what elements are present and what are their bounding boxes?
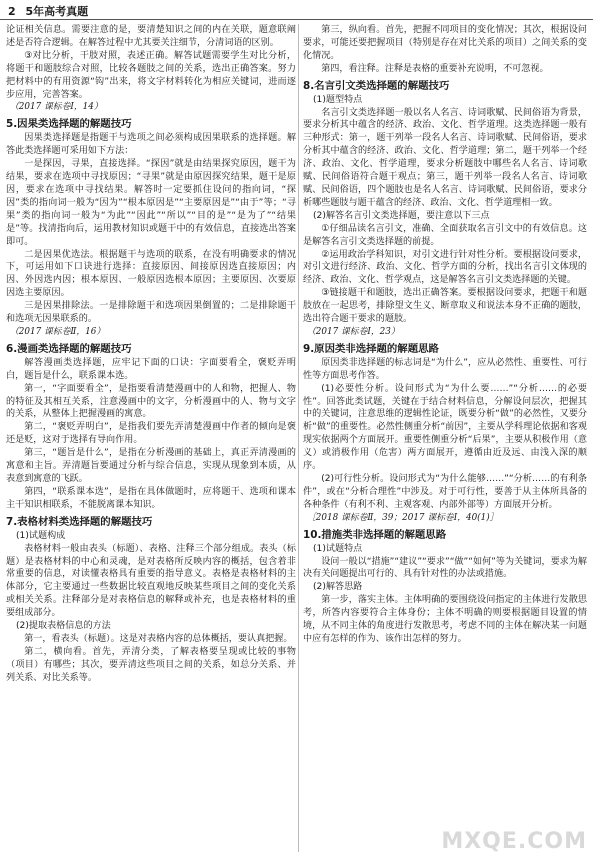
section-heading: 5.因果类选择题的解题技巧 bbox=[6, 118, 132, 131]
section-heading: 9.原因类非选择题的解题思路 bbox=[303, 342, 439, 355]
subheading: (2)提取表格信息的方法 bbox=[16, 621, 111, 632]
paragraph: 解答漫画类选择题，应牢记下面的口诀：字面要看全，褒贬弄明白，题旨是什么，联系课本选。 bbox=[6, 357, 296, 381]
paragraph: 第四，“联系课本选”，是指在具体做题时，应将题干、选项和课本主干知识相联系，不能脱离课本知识。 bbox=[6, 486, 296, 510]
watermark: MXQE.COM bbox=[441, 829, 587, 854]
paragraph: 表格材料一般由表头（标题）、表格、注释三个部分组成。表头（标题）是表格材料的中心和灵魂，是对表格所反映内容的概括，包含着非常重要的信息，对读懂表格具有重要的指导意义。表格是表格材料的主体部分，它主要通过一些数据比较直观地反映某些项目之间的变化关系或相关关系。注释部分是对表格信息的解释或补充，也是表格材料的重要组成部分。 bbox=[6, 543, 296, 619]
paragraph: 第二，“褒贬弄明白”，是指我们要先弄清楚漫画中作者的倾向是褒还是贬，这对于选择有导向作用。 bbox=[6, 422, 296, 446]
paragraph: 第四，看注释。注释是表格的重要补充说明，不可忽视。 bbox=[321, 63, 549, 74]
paragraph: 原因类非选择题的标志词是“为什么”，应从必然性、重要性、可行性等方面思考作答。 bbox=[303, 357, 587, 381]
paragraph: (1)必要性分析。设问形式为“为什么要……”“分析……的必要性”。回答此类试题，关键在于结合材料信息，分解设问层次，把握其中的关键词，注意思维的逻辑性论证，既要分析“做”的必然性，又要分析“做”的重要性。必然性侧重分析“前因”，主要从学科理论依据和客观现实依据两个方面展开。重要性侧重分析“后果”，主要从积极作用（意义）或消极作用（危害）两方面展开，遵循由近及远、由浅入深的顺序。 bbox=[303, 383, 587, 472]
section-heading: 6.漫画类选择题的解题技巧 bbox=[6, 342, 132, 355]
header-rule bbox=[0, 19, 593, 20]
book-title: 5年高考真题 bbox=[25, 5, 89, 18]
left-column bbox=[6, 24, 296, 854]
paragraph: 二是因果优选法。根据题干与选项的联系，在没有明确要求的情况下，可运用如下口诀进行选择：直接原因、间接原因选直接原因；内因、外因选内因；根本原因、一般原因选根本原因；主要原因、次要原因选主要原因。 bbox=[6, 249, 296, 299]
source-citation: （2017 课标卷Ⅰ，23） bbox=[307, 326, 400, 337]
section-heading: 10.措施类非选择题的解题思路 bbox=[303, 528, 447, 541]
paragraph: (2)可行性分析。设问形式为“为什么能够……”“分析……的有利条件”，或在“分析合理性”中涉及。对于可行性，要善于从主体所具备的各种条件（有利不利、主观客观、内部外部等）方面展开分析。 bbox=[303, 474, 587, 510]
source-citation: ［2018 课标卷Ⅱ，39；2017 课标卷Ⅰ，40(1)］ bbox=[307, 512, 499, 523]
paragraph: 设问一般以“措施”“建议”“要求”“做”“如何”等为关键词，要求为解决有关问题提出可行的、具有针对性的办法或措施。 bbox=[303, 556, 587, 580]
page-header bbox=[8, 3, 88, 19]
source-citation: （2017 课标卷Ⅱ，16） bbox=[10, 326, 106, 337]
section-heading: 7.表格材料类选择题的解题技巧 bbox=[6, 515, 153, 528]
paragraph: ③链接题干和题肢，选出正确答案。要根据设问要求，把题干和题肢放在一起思考，排除望文生义、断章取义和说法本身不正确的题肢，选出符合题干要求的题肢。 bbox=[303, 288, 587, 325]
subheading: (2)解答名言引文类选择题，要注意以下三点 bbox=[313, 210, 490, 221]
paragraph: 因果类选择题是指题干与选项之间必须构成因果联系的选择题。解答此类选择题可采用如下方法： bbox=[6, 133, 296, 157]
paragraph: 论证相关信息。需要注意的是，要清楚知识之间的内在关联，题意联阐述是否符合逻辑。在解答过程中尤其要关注细节，分清词语的区别。 bbox=[6, 25, 296, 48]
column-divider bbox=[298, 24, 299, 852]
right-column bbox=[303, 24, 587, 854]
subheading: (2)解答思路 bbox=[313, 582, 363, 593]
paragraph: 第一，看表头（标题）。这是对表格内容的总体概括，要认真把握。 bbox=[24, 633, 293, 644]
paragraph: ③对比分析，干肢对照，表述正确。解答试题需要学生对比分析，将题干和题肢综合对照，比较各题肢之间的关系，选出正确答案。努力把材料中的有用资源“钩”出来，将文字材料转化为相应关键词，进而逐步应用，完善答案。 bbox=[6, 50, 296, 100]
paragraph: ①仔细品读名言引文，准确、全面获取名言引文中的有效信息。这是解答名言引文类选择题的前提。 bbox=[303, 223, 587, 247]
paragraph: 一是探因，寻果，直接选择。“探因”就是由结果探究原因，题干为结果，要求在选项中寻找原因；“寻果”就是由原因探究结果，题干是原因，要求在选项中寻找结果。解答时一定要抓住设问的指向词，“探因”类的指向词一般为“因为”“根本原因是”“主要原因是”“由于”等；“寻果”类的指向词一般为“为此”“因此”“所以”“目的是”“是为了”“结果是”等。找清指向后，运用教材知识或题干中的有效信息，直接选出答案即可。 bbox=[6, 159, 296, 247]
paragraph: 第二，横向看。首先，弄清分类，了解表格要呈现或比较的事物（项目）有哪些；其次，要弄清这些项目之间的关系，如总分关系、并列关系、对比关系等。 bbox=[6, 646, 296, 683]
paragraph: 三是因果排除法。一是排除题干和选项因果倒置的；二是排除题干和选项无因果联系的。 bbox=[6, 301, 296, 325]
subheading: (1)试题特点 bbox=[313, 543, 363, 554]
paragraph: 名言引文类选择题一般以名人名言、诗词歌赋、民间俗语为背景，要求分析其中蕴含的经济、政治、文化、哲学道理。这类选择题一般有三种形式：第一，题干列举一段名人名言、诗词歌赋、民间俗语，要求分析其中蕴含的经济、政治、文化、哲学道理；第二，题干列举一个经济、政治、文化、哲学道理，要求分析题肢中哪些名人名言、诗词歌赋、民间俗语符合题干观点；第三，题干列举一段名人名言、诗词歌赋、民间俗语，四个题肢也是名人名言、诗词歌赋、民间俗语，要求分析哪些题肢与题干蕴含的经济、政治、文化、哲学道理相一致。 bbox=[303, 107, 587, 208]
paragraph: ②运用政治学科知识，对引文进行针对性分析。要根据设问要求，对引文进行经济、政治、文化、哲学方面的分析，找出名言引文体现的经济、政治、文化、哲学观点，这是解答名言引文类选择题的关键。 bbox=[303, 249, 587, 286]
source-citation: （2017 课标卷Ⅰ，14） bbox=[10, 102, 103, 113]
subheading: (1)题型特点 bbox=[313, 94, 363, 105]
subheading: (1)试题构成 bbox=[16, 530, 66, 541]
paragraph: 第一，“字面要看全”，是指要看清楚漫画中的人和物，把握人、物的特征及其相互关系，注意漫画中的文字，分析漫画中的人、物与文字的关系，从整体上把握漫画的寓意。 bbox=[6, 383, 296, 420]
paragraph: 第三，纵向看。首先，把握不同项目的变化情况；其次，根据设问要求，可能还要把握项目（特别是存在对比关系的项目）之间关系的变化情况。 bbox=[303, 25, 587, 61]
page-number: 2 bbox=[8, 5, 16, 18]
section-heading: 8.名言引文类选择题的解题技巧 bbox=[303, 79, 450, 92]
paragraph: 第三，“题旨是什么”，是指在分析漫画的基础上，真正弄清漫画的寓意和主旨。弄清题旨要通过分析与综合信息，实现从现象到本质，从表意到寓意的飞跃。 bbox=[6, 448, 296, 484]
paragraph: 第一步，落实主体。主体明确的要围绕设问指定的主体进行发散思考，所答内容要符合主体身份；主体不明确的则要根据题目设置的情境，从不同主体的角度进行发散思考，考虑不同的主体在解决某一问题中应有怎样的作为、该作出怎样的努力。 bbox=[303, 595, 587, 644]
